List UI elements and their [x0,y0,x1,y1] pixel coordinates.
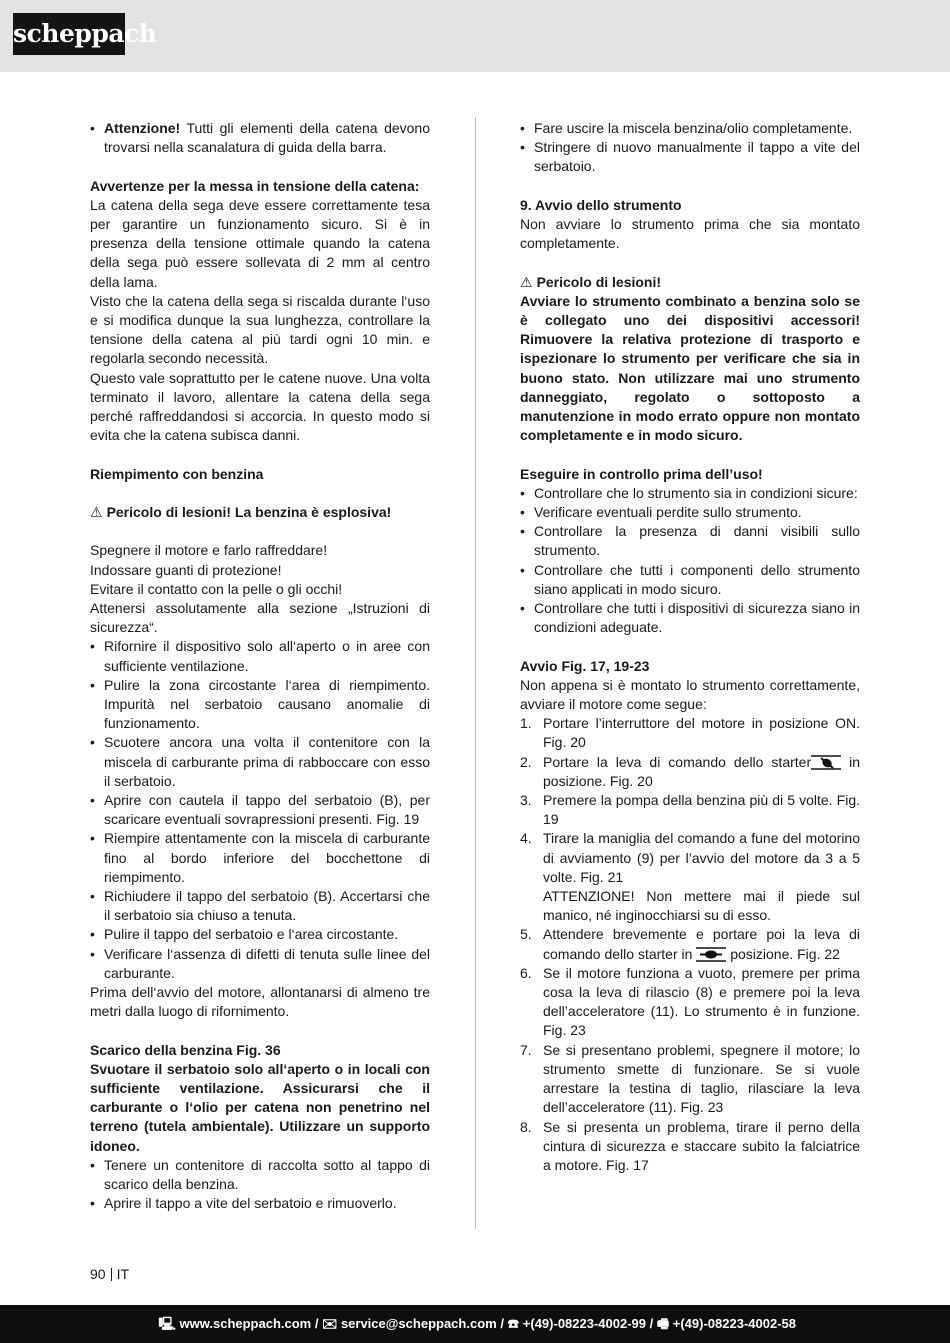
list-item: • Rifornire il dispositivo solo all‘aperto o in aree con sufficiente ventilazione. [90,637,430,675]
paragraph: Questo vale soprattutto per le catene nuove. Una volta terminato il lavoro, allentare la catena della sega perché raffreddandosi si accorcia. In questo modo si evita che la catena subisca danni. [90,369,430,444]
fax-icon: 🖷 [656,1316,670,1331]
warning-explosive: ⚠ Pericolo di lesioni! La benzina è esplosiva! [90,503,430,522]
list-item: • Pulire la zona circostante l‘area di riempimento. Impurità nel serbatoio causano anomalie di funzionamento. [90,676,430,734]
website-link[interactable]: www.scheppach.com [179,1316,312,1331]
step-item: 5. Attendere brevemente e portare poi la leva di comando dello starter in posizione. Fig. 22 [520,926,860,962]
list-item: • Controllare che lo strumento sia in condizioni sicure: [520,484,860,503]
page-header [0,0,950,72]
contact-footer [0,1305,950,1343]
list-item: • Pulire il tappo del serbatoio e l‘area circostante. [90,925,430,944]
step-item: 1. Portare l’interruttore del motore in posizione ON. Fig. 20 [520,715,860,751]
paragraph: Visto che la catena della sega si riscalda durante l‘uso e si modifica dunque la sua lunghezza, controllare la tensione della catena al più tardi ogni 10 min. e regolarla secondo necessità. [90,292,430,367]
fax-number: +(49)-08223-4002-58 [672,1316,796,1331]
list-item: • Stringere di nuovo manualmente il tappo a vite del serbatoio. [520,138,860,176]
check-list [520,484,860,638]
step-item: 6. Se il motore funziona a vuoto, premere per prima cosa la leva di rilascio (8) e premere poi la leva dell’acceleratore (11). Lo strumento è in funzione. Fig. 23 [520,964,860,1039]
phone-number: +(49)-08223-4002-99 [522,1316,647,1331]
step-item: 2. Portare la leva di comando dello starter in posizione. Fig. 20 [520,753,860,789]
email-link[interactable]: service@scheppach.com [340,1316,497,1331]
warning-icon: ⚠ [90,504,103,521]
mail-icon: ✉ [322,1316,338,1331]
instruction-line: Indossare guanti di protezione! [90,561,282,578]
section-heading-check: Eseguire in controllo prima dell’uso! [520,465,763,482]
paragraph: La catena della sega deve essere correttamente tesa per garantire un funzionamento sicuro. Si è in presenza della tensione ottimale quando la catena della sega può essere sollevata di 2 mm al centro della lama. [90,196,430,290]
list-item: • Fare uscire la miscela benzina/olio completamente. [520,119,860,138]
list-item: • Aprire il tappo a vite del serbatoio e rimuoverlo. [90,1194,430,1213]
list-item: • Verificare l‘assenza di difetti di tenuta sulle linee del carburante. [90,945,430,983]
column-divider [475,117,476,1229]
section-heading-tension: Avvertenze per la messa in tensione della catena: [90,177,420,194]
drain-warning: Svuotare il serbatoio solo all‘aperto o in locali con sufficiente ventilazione. Assicurarsi che il carburante o l‘olio per catena non penetrino nel terreno (tutela ambientale). Utilizzare un supporto idoneo. [90,1060,430,1154]
list-item: • Verificare eventuali perdite sullo strumento. [520,503,860,522]
choke-open-icon [696,947,726,962]
refuel-list [90,637,430,983]
brand-logo: scheppach [13,13,125,55]
section-heading-start: 9. Avvio dello strumento [520,196,682,213]
page-separator [111,1268,112,1281]
step-item: 7. Se si presentano problemi, spegnere il motore; lo strumento smette di funzionare. Se si vuole arrestare la testina di taglio, rilasciare la leva dell’acceleratore (11). Fig. 23 [520,1041,860,1116]
right-column [520,119,860,1175]
instruction-line: Spegnere il motore e farlo raffreddare! [90,542,328,559]
contact-line: 🖳 www.scheppach.com / ✉ service@scheppach.com / ☎ +(49)-08223-4002-99 / 🖷 +(49)-08223-4002-58 [158,1316,796,1331]
instruction-line: Attenersi assolutamente alla sezione „Istruzioni di sicurezza“. [90,600,430,636]
list-item: • Scuotere ancora una volta il contenitore con la miscela di carburante prima di rabboccare con esso il serbatoio. [90,733,430,791]
list-item: • Tenere un contenitore di raccolta sotto al tappo di scarico della benzina. [90,1156,430,1194]
section-heading-startup: Avvio Fig. 17, 19-23 [520,657,650,674]
list-item: • Controllare che tutti i componenti dello strumento siano applicati in modo sicuro. [520,561,860,599]
startup-steps [520,714,860,1175]
paragraph: Prima dell‘avvio del motore, allontanarsi di almeno tre metri dalla luogo di rifornimento. [90,984,430,1020]
drain-list-cont [520,119,860,177]
list-item: • Aprire con cautela il tappo del serbatoio (B), per scaricare eventuali sovrapressioni presenti. Fig. 19 [90,791,430,829]
section-heading-refuel: Riempimento con benzina [90,465,264,482]
choke-closed-icon [811,755,841,770]
attention-list [90,119,430,157]
page-number: 90 IT [90,1266,130,1282]
warning-body: Avviare lo strumento combinato a benzina solo se è collegato uno dei dispositivi accessori! Rimuovere la relativa protezione di trasporto e ispezionare lo strumento per verificare che sia in buono stato. Non utilizzare mai uno strumento danneggiato, regolato o sottoposto a manutenzione in modo errato oppure non montato completamente e in modo sicuro. [520,292,860,444]
step-item: 3. Premere la pompa della benzina più di 5 volte. Fig. 19 [520,792,860,828]
list-item: • Riempire attentamente con la miscela di carburante fino al bordo inferiore del bocchettone di riempimento. [90,829,430,887]
instruction-line: Evitare il contatto con la pelle o gli occhi! [90,580,343,597]
list-item: • Richiudere il tappo del serbatoio (B). Accertarsi che il serbatoio sia chiuso a tenuta. [90,887,430,925]
list-item: • Controllare che tutti i dispositivi di sicurezza siano in condizioni adeguate. [520,599,860,637]
drain-list [90,1156,430,1214]
left-column [90,119,430,1214]
section-heading-drain: Scarico della benzina Fig. 36 [90,1041,281,1058]
warning-icon: ⚠ [520,273,533,290]
step-item: 4. Tirare la maniglia del comando a fune del motorino di avviamento (9) per l’avvio del motore da 3 a 5 volte. Fig. 21 ATTENZIONE! Non mettere mai il piede sul manico, né inginocchiarsi su di esso. [520,830,860,924]
attention-item: • Attenzione! Tutti gli elementi della catena devono trovarsi nella scanalatura di guida della barra. [90,119,430,157]
phone-icon: ☎ [507,1316,520,1331]
warning-injury: ⚠ Pericolo di lesioni! [520,273,860,292]
step-item: 8. Se si presenta un problema, tirare il perno della cintura di sicurezza e staccare subito la falciatrice a motore. Fig. 17 [520,1118,860,1173]
computer-icon: 🖳 [158,1316,176,1331]
list-item: • Controllare la presenza di danni visibili sullo strumento. [520,522,860,560]
paragraph: Non avviare lo strumento prima che sia montato completamente. [520,216,860,252]
paragraph: Non appena si è montato lo strumento correttamente, avviare il motore come segue: [520,676,860,713]
